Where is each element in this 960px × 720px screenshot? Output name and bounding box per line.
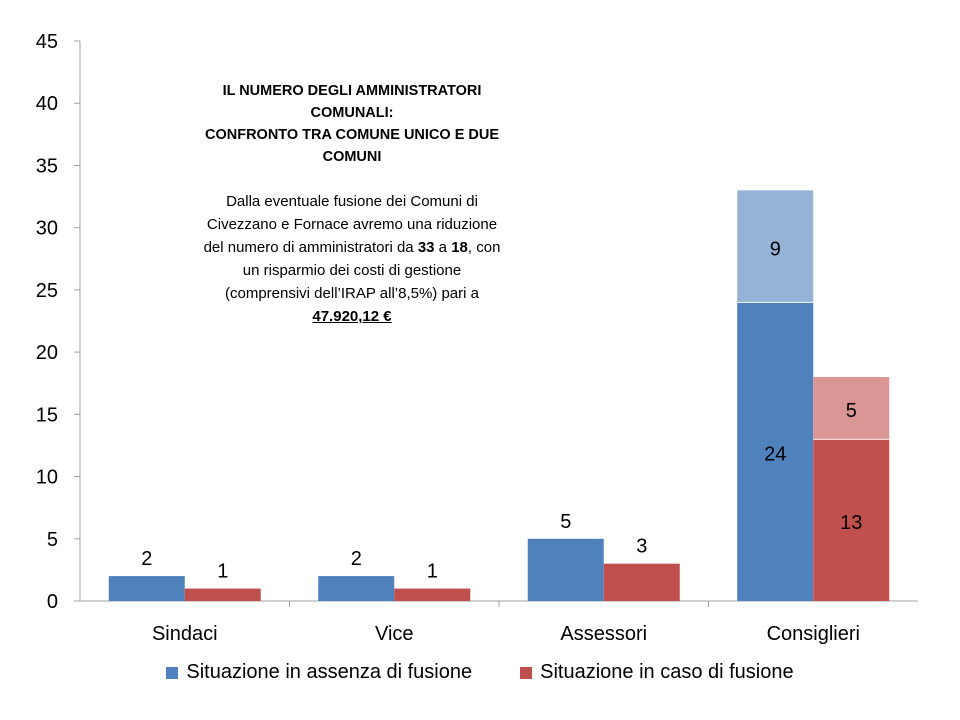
bar [394, 589, 470, 601]
bar [185, 589, 261, 601]
data-label: 5 [845, 400, 857, 423]
data-label: 2 [350, 548, 362, 571]
bar [604, 564, 680, 601]
annotation-title-line-1: IL NUMERO DEGLI AMMINISTRATORI [222, 83, 482, 99]
data-label: 1 [426, 560, 438, 583]
annotation-title-line-4: COMUNI [322, 149, 382, 165]
data-label: 3 [636, 535, 648, 558]
y-tick-label: 45 [35, 31, 58, 53]
data-label: 5 [560, 510, 572, 533]
data-label: 9 [769, 238, 781, 261]
bar [528, 539, 604, 601]
y-tick-label: 10 [35, 466, 58, 489]
y-tick-label: 40 [35, 93, 58, 116]
y-tick-label: 35 [35, 155, 58, 178]
legend-swatch [520, 667, 532, 679]
annotation-text: , con [467, 239, 501, 256]
legend [0, 661, 960, 684]
annotation-body-line-5: (comprensivi dell’IRAP all’8,5%) pari a [225, 285, 479, 302]
x-category-label: Vice [374, 623, 414, 645]
annotation-body-line-4: un risparmio dei costi di gestione [242, 262, 462, 279]
y-tick-label: 30 [35, 217, 58, 240]
y-tick-label: 0 [46, 591, 58, 613]
annotation-text: a [434, 239, 452, 256]
annotation-body-line-3 [178, 236, 526, 259]
annotation-body-line-1: Dalla eventuale fusione dei Comuni di [226, 193, 478, 210]
y-tick-label: 15 [35, 404, 58, 427]
legend-item [166, 661, 472, 684]
annotation-from-value: 33 [417, 239, 435, 256]
annotation-text: del numero di amministratori da [203, 239, 418, 256]
annotation-amount: 47.920,12 € [312, 308, 392, 325]
data-label: 13 [840, 512, 863, 535]
annotation-body-line-2: Civezzano e Fornace avremo una riduzione [206, 216, 498, 233]
bar [318, 576, 394, 601]
legend-swatch [166, 667, 178, 679]
legend-label: Situazione in caso di fusione [540, 661, 794, 683]
data-label: 2 [141, 548, 153, 571]
x-category-label: Assessori [560, 623, 648, 645]
y-tick-label: 25 [35, 279, 58, 302]
y-tick-label: 5 [46, 528, 58, 551]
chart-annotation [178, 80, 526, 328]
bar [109, 576, 185, 601]
data-label: 24 [764, 443, 787, 466]
annotation-title-line-2: COMUNALI: [310, 105, 394, 121]
data-label: 1 [217, 560, 229, 583]
x-category-label: Sindaci [151, 623, 218, 645]
x-category-label: Consiglieri [766, 623, 860, 645]
legend-item [520, 661, 794, 684]
y-tick-label: 20 [35, 342, 58, 365]
legend-label: Situazione in assenza di fusione [186, 661, 473, 683]
annotation-title-line-3: CONFRONTO TRA COMUNE UNICO E DUE [204, 127, 500, 143]
annotation-to-value: 18 [451, 239, 468, 256]
